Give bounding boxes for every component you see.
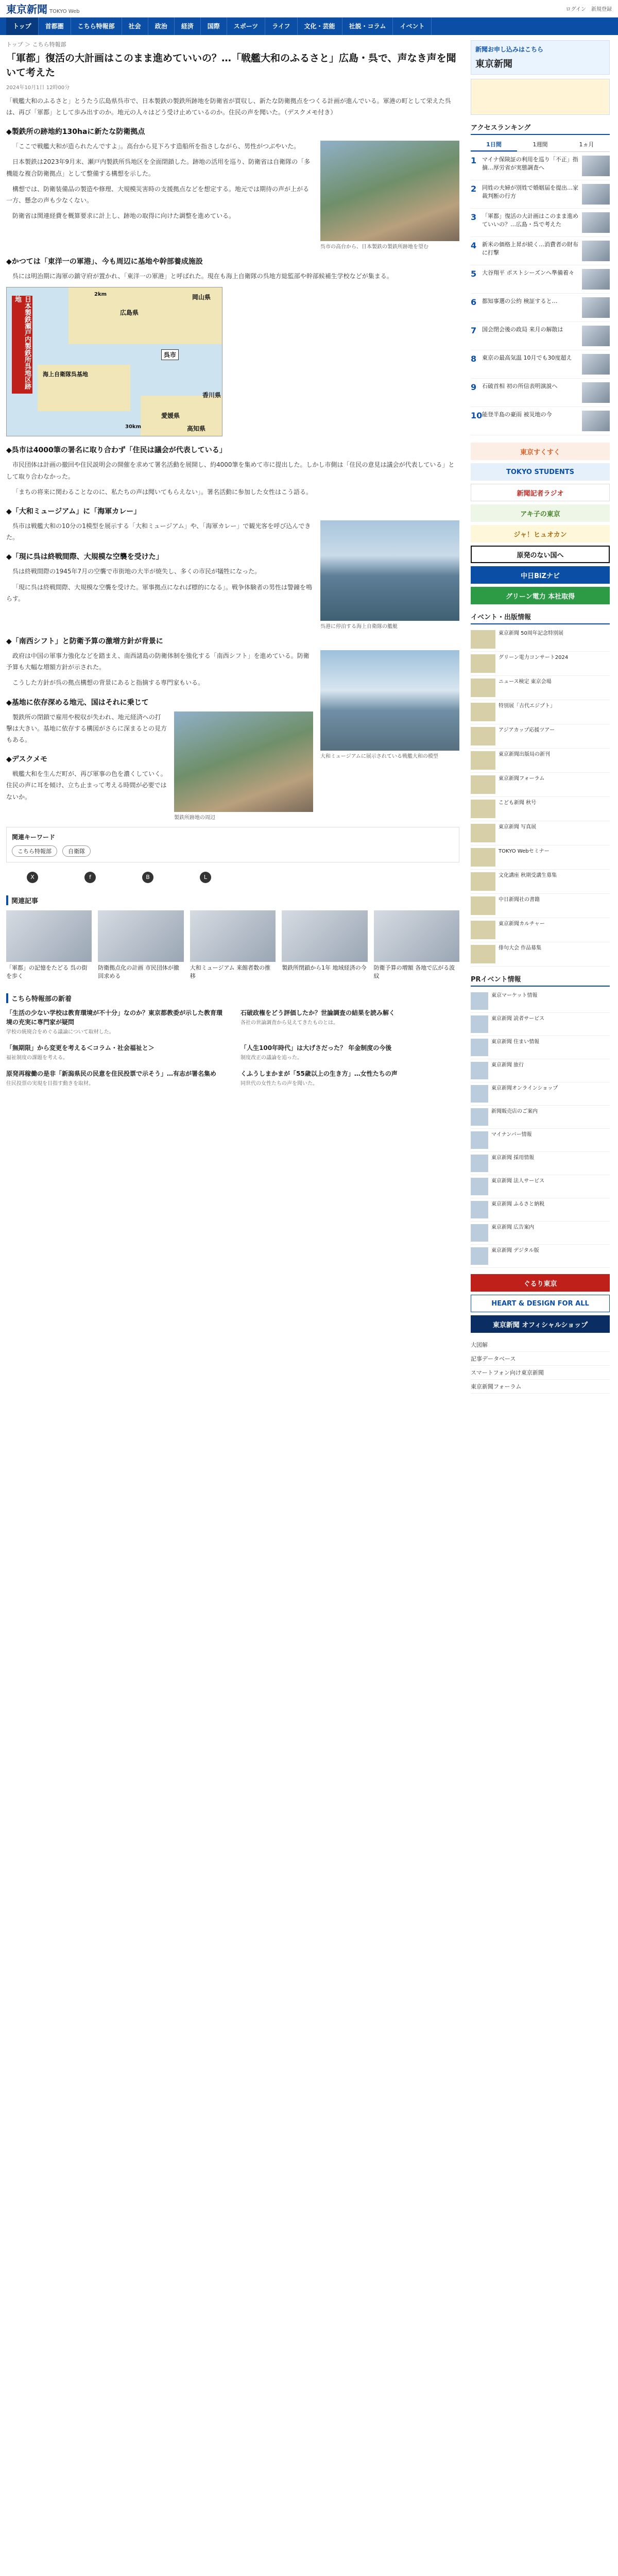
publish-date: 2024年10月1日 12時00分 (6, 85, 70, 91)
info-item[interactable]: 「生活の少ない学校は教育環境が不十分」なのか？東京都教委が示した教育環境の充実に専門家が疑問 学校の統廃合をめぐる議論について取材した。 (6, 1009, 223, 1035)
map-label: 愛媛県 (161, 412, 180, 420)
keyword-tag[interactable]: 自衛隊 (62, 845, 91, 857)
info-item[interactable]: くふうしまかまが「55歳以上の生き方」…女性たちの声 同世代の女性たちの声を聞いた。 (241, 1070, 398, 1087)
pr-item[interactable]: 東京新聞 読者サービス (471, 1013, 610, 1036)
ranking-item-thumb (582, 184, 610, 205)
paragraph: 呉市は戦艦大和の10分の1模型を展示する「大和ミュージアム」や、「海軍カレー」で観光客を呼び込んできた。 (6, 522, 311, 541)
ranking-item-thumb (582, 297, 610, 318)
figure (320, 520, 459, 631)
paragraph: 製鉄所の閉鎖で雇用や税収が失われ、地元経済への打撃は大きい。基地に依存する構図がさらに深まるとの見方もある。 (6, 713, 167, 743)
photo-caption: 製鉄所跡地の周辺 (174, 815, 215, 821)
section-heading: ◆「南西シフト」と防衛予算の激増方針が背景に (6, 637, 163, 646)
top-bar (0, 0, 618, 18)
event-item[interactable]: 東京新聞カルチャー (471, 918, 610, 942)
section-heading: ◆基地に依存深める地元、国はそれに乗じて (6, 698, 149, 707)
banner[interactable]: ジャ！ヒュオカン (471, 525, 610, 543)
nav-item[interactable]: 社説・コラム (342, 18, 393, 35)
event-item[interactable]: 文化講座 秋期受講生募集 (471, 870, 610, 894)
promo-ad[interactable] (471, 79, 610, 115)
event-item-thumb (471, 679, 495, 697)
paragraph: 「現に呉は終戦間際、大規模な空襲を受けた。軍事拠点になれば標的になる」。戦争体験者の男性は警鐘を鳴らす。 (6, 583, 313, 602)
tab-1month[interactable]: 1ヵ月 (579, 141, 594, 148)
hatena-share-icon[interactable]: B (142, 872, 153, 883)
paragraph: 政府は中国の軍事力強化などを踏まえ、南西諸島の防衛体制を強化する「南西シフト」を進めている。防衛予算も大幅な増額方針が示された。 (6, 652, 310, 671)
pr-item[interactable]: 東京新聞 住まい情報 (471, 1036, 610, 1059)
pr-item-thumb (471, 1178, 488, 1195)
article-lead: 「戦艦大和のふるさと」とうたう広島県呉市で、日本製鉄の製鉄所跡地を防衛省が買収し、新たな防衛拠点をつくる計画が進んでいる。軍港の町として栄えた呉は、再び「軍都」として歩み出すのか。地元の人々はどう受け止めているのか。住民の声を聞いた。（デスクメモ付き） (6, 97, 451, 116)
pr-item[interactable]: 東京新聞 旅行 (471, 1059, 610, 1082)
pr-item-thumb (471, 1247, 488, 1265)
figure (174, 711, 313, 822)
ranking-item[interactable]: 1 マイナ保険証の利用を巡り「不正」指摘…厚労省が実態調査へ (471, 152, 610, 180)
keyword-heading: 関連キーワード (12, 833, 56, 841)
rank-number: 1 (471, 156, 477, 165)
rank-number: 4 (471, 241, 477, 250)
paragraph: 「ここで戦艦大和が造られたんですよ」。高台から見下ろす造船所を指さしながら、男性がつぶやいた。 (12, 143, 300, 150)
ranking-item[interactable]: 2 同姓の夫婦が別姓で婚姻届を提出…家裁判断の行方 (471, 180, 610, 209)
tab-1day[interactable]: 1日間 (471, 138, 517, 151)
event-item[interactable]: 東京新聞 50周年記念特別展 (471, 628, 610, 652)
rank-number: 10 (471, 411, 483, 420)
event-item[interactable]: 東京新聞 写真展 (471, 821, 610, 845)
facebook-share-icon[interactable]: f (84, 872, 96, 883)
ranking-item-thumb (582, 326, 610, 346)
paragraph: 戦艦大和を生んだ町が、再び軍事の色を濃くしていく。住民の声に耳を傾け、立ち止まって考える時間が必要ではないか。 (6, 770, 167, 801)
ranking-item-thumb (582, 382, 610, 403)
paragraph: 呉は終戦間際の1945年7月の空襲で市街地の大半が焼失し、多くの市民が犠牲になった。 (12, 568, 261, 575)
map-scale: 2km (94, 292, 107, 298)
nav-item[interactable]: 首都圏 (39, 18, 71, 35)
pr-item[interactable]: 東京新聞 デジタル版 (471, 1245, 610, 1268)
register-link[interactable]: 新規登録 (591, 7, 612, 12)
info-item[interactable]: 「無期限」から変更を考える＜コラム・社会福祉と＞ 福祉制度の課題を考える。 (6, 1044, 154, 1061)
side-link[interactable]: 記事データベース (471, 1352, 610, 1366)
ranking-item-thumb (582, 212, 610, 233)
event-item-thumb (471, 751, 495, 770)
login-link[interactable]: ログイン (565, 7, 586, 12)
side-link[interactable]: スマートフォン向け東京新聞 (471, 1366, 610, 1380)
side-link[interactable]: 大図解 (471, 1338, 610, 1352)
pr-item[interactable]: マイナンバー情報 (471, 1129, 610, 1152)
global-nav (0, 18, 618, 35)
event-item[interactable]: アジアカップ応援ツアー (471, 724, 610, 749)
related-thumb (282, 910, 367, 962)
side-link[interactable]: 東京新聞フォーラム (471, 1380, 610, 1394)
figure (320, 141, 459, 251)
map-highlight: 日本製鉄瀬戸内製鉄所呉地区跡地 (12, 296, 32, 394)
pr-item-thumb (471, 1015, 488, 1033)
map-label: 広島県 (120, 309, 139, 317)
event-item[interactable]: グリーン電力コンサート2024 (471, 652, 610, 676)
ranking-tabs (471, 138, 610, 152)
info-item[interactable]: 原発再稼働の是非「新潟県民の民意を住民投票で示そう」…有志が署名集め 住民投票の実現を目指す動きを取材。 (6, 1070, 217, 1087)
site-logo[interactable]: 東京新聞 TOKYO Web (6, 3, 80, 15)
sidebar (471, 40, 610, 1394)
related-heading: 関連記事 (6, 895, 459, 905)
rank-number: 2 (471, 184, 477, 194)
photo-caption: 大和ミュージアムに展示されている戦艦大和の模型 (320, 754, 438, 760)
nav-item[interactable]: スポーツ (227, 18, 266, 35)
breadcrumb[interactable]: トップ ＞ こちら特報部 (6, 41, 66, 48)
paragraph: こうした方針が呉の拠点構想の背景にあると指摘する専門家もいる。 (12, 679, 204, 687)
ranking-item-thumb (582, 354, 610, 375)
related-list (6, 910, 459, 981)
pr-item-thumb (471, 1039, 488, 1056)
banner[interactable]: TOKYO STUDENTS (471, 463, 610, 481)
map-label: 呉市 (161, 349, 179, 360)
nav-item[interactable]: 文化・芸能 (298, 18, 342, 35)
nav-item[interactable]: イベント (393, 18, 432, 35)
ranking-item[interactable]: 9 石破首相 初の所信表明演説へ (471, 379, 610, 407)
related-thumb (374, 910, 459, 962)
event-item-thumb (471, 654, 495, 673)
location-map (6, 287, 222, 436)
pr-item[interactable]: 東京新聞オンラインショップ (471, 1082, 610, 1106)
paragraph: 市民団体は計画の撤回や住民説明会の開催を求めて署名活動を展開し、約4000筆を集めて市に提出した。しかし市側は「住民の意見は議会が代表している」として取り合わなかった。 (6, 461, 455, 480)
subscribe-ad[interactable]: 新聞お申し込みはこちら 東京新聞 (471, 40, 610, 75)
info-item[interactable]: 石破政権をどう評価したか？世論調査の結果を読み解く 各社の世論調査から見えてきたものとは。 (241, 1009, 396, 1026)
ranking-list (471, 152, 610, 435)
ranking-item[interactable]: 4 新米の価格上昇が続く…消費者の財布に打撃 (471, 237, 610, 265)
event-item-thumb (471, 872, 495, 891)
banner[interactable]: グリーン電力 本社取得 (471, 587, 610, 604)
events-heading: イベント・出版情報 (471, 612, 610, 624)
nav-item[interactable]: こちら特報部 (71, 18, 122, 35)
ranking-item[interactable]: 3 「軍都」復活の大計画はこのまま進めていいの？…広島・呉で考えた (471, 209, 610, 237)
ranking-item[interactable]: 8 東京の最高気温 10月でも30度超え (471, 350, 610, 379)
info-heading: こちら特報部の新着 (6, 993, 459, 1003)
section-heading: ◆呉市は4000筆の署名に取り合わず「住民は議会が代表している」 (6, 446, 227, 455)
related-thumb (190, 910, 276, 962)
pr-list (471, 990, 610, 1268)
map-label: 香川県 (202, 392, 221, 399)
banner[interactable]: 原発のない国へ (471, 546, 610, 563)
paragraph: 呉には明治期に海軍の鎮守府が置かれ、「東洋一の軍港」と呼ばれた。現在も海上自衛隊の呉地方総監部や幹部候補生学校などが集まる。 (12, 273, 393, 280)
event-item[interactable]: TOKYO Webセミナー (471, 845, 610, 870)
event-item-thumb (471, 896, 495, 915)
banner[interactable]: 東京すくすく (471, 443, 610, 460)
rank-number: 3 (471, 212, 477, 222)
related-card[interactable]: 防衛拠点化の計画 市民団体が撤回求める (98, 910, 183, 981)
event-item-thumb (471, 848, 495, 867)
nav-item[interactable]: 社会 (122, 18, 148, 35)
nav-item[interactable]: 政治 (148, 18, 175, 35)
paragraph: 構想では、防衛装備品の製造や修理、大規模災害時の支援拠点などを想定する。地元では期待の声が上がる一方、懸念の声も少なくない。 (6, 185, 310, 205)
article-photo[interactable] (320, 520, 459, 621)
rank-number: 9 (471, 382, 477, 392)
related-thumb (6, 910, 92, 962)
section-heading: ◆かつては「東洋一の軍港」、今も周辺に基地や幹部養成施設 (6, 258, 203, 266)
share-bar (6, 872, 459, 883)
pr-item[interactable]: 東京新聞 採用情報 (471, 1152, 610, 1175)
rank-number: 8 (471, 354, 477, 364)
photo-caption: 呉市の高台から、日本製鉄の製鉄所跡地を望む (320, 244, 428, 250)
pr-item-thumb (471, 1131, 488, 1149)
line-share-icon[interactable]: L (200, 872, 211, 883)
nav-item[interactable]: ライフ (265, 18, 297, 35)
pr-item-thumb (471, 1062, 488, 1079)
keyword-tag[interactable]: こちら特報部 (12, 845, 57, 857)
ranking-heading: アクセスランキング (471, 122, 610, 135)
map-scale: 30km (125, 424, 141, 430)
article-photo[interactable] (320, 650, 459, 751)
section-heading: ◆デスクメモ (6, 755, 48, 764)
map-label: 海上自衛隊呉基地 (43, 371, 88, 378)
related-card[interactable]: 防衛予算の増額 各地で広がる波紋 (374, 910, 459, 981)
keyword-box (6, 827, 459, 862)
section-heading: ◆製鉄所の跡地約130haに新たな防衛拠点 (6, 128, 145, 137)
map-label: 高知県 (187, 425, 206, 433)
banner-list (471, 443, 610, 604)
related-thumb (98, 910, 183, 962)
nav-item[interactable]: トップ (6, 18, 39, 35)
figure (320, 650, 459, 760)
pr-item[interactable]: 東京新聞 広告案内 (471, 1222, 610, 1245)
pr-item-thumb (471, 1201, 488, 1218)
event-item[interactable]: 俳句大会 作品募集 (471, 942, 610, 967)
info-list (6, 1008, 459, 1088)
bottom-banners (471, 1274, 610, 1333)
paragraph: 日本製鉄は2023年9月末、瀬戸内製鉄所呉地区を全面閉鎖した。跡地の活用を巡り、防衛省は自衛隊の「多機能な複合防衛拠点」として整備する構想を示した。 (6, 158, 311, 177)
event-item-thumb (471, 630, 495, 649)
ranking-item-thumb (582, 156, 610, 176)
related-card[interactable]: 「軍都」の記憶をたどる 呉の街を歩く (6, 910, 92, 981)
paragraph: 防衛省は関連経費を概算要求に計上し、跡地の取得に向けた調整を進めている。 (12, 212, 235, 220)
banner[interactable]: 新聞記者ラジオ (471, 484, 610, 501)
event-item[interactable]: 特別展「古代エジプト」 (471, 700, 610, 724)
event-item-thumb (471, 921, 495, 939)
event-item-thumb (471, 824, 495, 842)
pr-item[interactable]: 東京新聞 法人サービス (471, 1175, 610, 1198)
banner[interactable]: アキ子の東京 (471, 504, 610, 522)
ranking-item-thumb (582, 241, 610, 261)
article-main (6, 40, 459, 1394)
map-label: 岡山県 (192, 294, 211, 301)
paragraph: 「まちの将来に関わることなのに、私たちの声は聞いてもらえない」。署名活動に参加した女性はこう語る。 (12, 488, 313, 496)
ranking-item[interactable]: 5 大谷翔平 ポストシーズンへ準備着々 (471, 265, 610, 294)
pr-item-thumb (471, 1108, 488, 1126)
pr-item-thumb (471, 1224, 488, 1242)
banner[interactable]: HEART & DESIGN FOR ALL (471, 1295, 610, 1312)
ranking-item[interactable]: 10 能登半島の豪雨 被災地の今 (471, 407, 610, 435)
related-card[interactable]: 大和ミュージアム 来館者数の推移 (190, 910, 276, 981)
event-item[interactable]: こども新聞 秋号 (471, 797, 610, 821)
pr-heading: PRイベント情報 (471, 974, 610, 987)
ranking-item-thumb (582, 269, 610, 290)
event-item-thumb (471, 703, 495, 721)
rank-number: 6 (471, 297, 477, 307)
article-photo[interactable] (174, 711, 313, 812)
info-item[interactable]: 「人生100年時代」は大げさだった？ 年金制度の今後 制度改正の議論を追った。 (241, 1044, 392, 1061)
section-heading: ◆「現に呉は終戦間際、大規模な空襲を受けた」 (6, 553, 163, 562)
page-title: 「軍都」復活の大計画はこのまま進めていいの？…「戦艦大和のふるさと」広島・呉で、声なき声を聞いて考えた (6, 53, 456, 78)
event-item[interactable]: ニュース検定 東京会場 (471, 676, 610, 700)
rank-number: 7 (471, 326, 477, 335)
ranking-item[interactable]: 7 国会閉会後の政局 来月の解散は (471, 322, 610, 350)
event-list (471, 628, 610, 967)
event-item[interactable]: 中日新聞社の書籍 (471, 894, 610, 918)
pr-item[interactable]: 新聞販売店のご案内 (471, 1106, 610, 1129)
event-item[interactable]: 東京新聞出版局の新刊 (471, 749, 610, 773)
event-item-thumb (471, 945, 495, 963)
event-item-thumb (471, 775, 495, 794)
event-item-thumb (471, 800, 495, 818)
ranking-item[interactable]: 6 都知事選の公約 検証すると… (471, 294, 610, 322)
banner[interactable]: ぐるり東京 (471, 1274, 610, 1292)
pr-item-thumb (471, 1085, 488, 1103)
banner[interactable]: 中日BiZナビ (471, 566, 610, 584)
rank-number: 5 (471, 269, 477, 279)
pr-item[interactable]: 東京新聞 ふるさと納税 (471, 1198, 610, 1222)
pr-item-thumb (471, 1155, 488, 1172)
pr-item-thumb (471, 992, 488, 1010)
photo-caption: 呉港に停泊する海上自衛隊の艦艇 (320, 624, 398, 630)
related-card[interactable]: 製鉄所閉鎖から1年 地域経済の今 (282, 910, 367, 981)
tab-1week[interactable]: 1週間 (533, 141, 548, 148)
section-heading: ◆「大和ミュージアム」に「海軍カレー」 (6, 507, 141, 516)
nav-item[interactable]: 国際 (201, 18, 227, 35)
pr-item[interactable]: 東京マーケット情報 (471, 990, 610, 1013)
ranking-item-thumb (582, 411, 610, 431)
article-photo[interactable] (320, 141, 459, 241)
nav-item[interactable]: 経済 (175, 18, 201, 35)
event-item[interactable]: 東京新聞フォーラム (471, 773, 610, 797)
x-share-icon[interactable]: X (27, 872, 38, 883)
event-item-thumb (471, 727, 495, 745)
banner[interactable]: 東京新聞 オフィシャルショップ (471, 1315, 610, 1333)
side-links (471, 1338, 610, 1394)
